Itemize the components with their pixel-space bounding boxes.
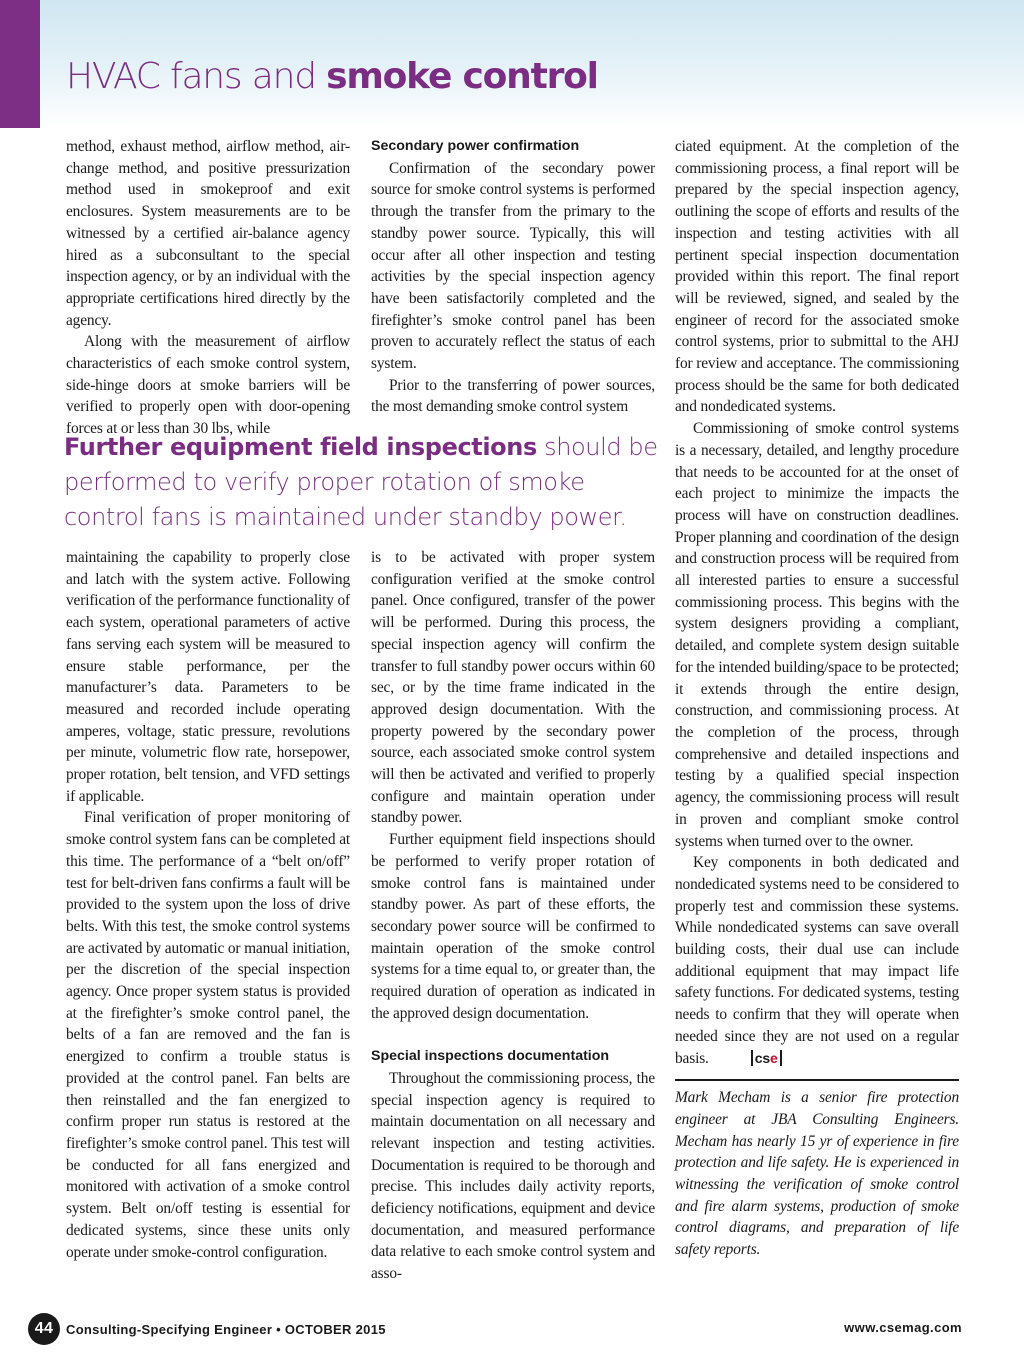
column-2-bottom bbox=[371, 547, 655, 1285]
paragraph: Prior to the transferring of power sources, the most demanding smoke control system bbox=[371, 376, 655, 416]
pull-quote-bold: Further equipment field inspections bbox=[64, 433, 537, 461]
cse-end-mark-icon: cse bbox=[751, 1050, 782, 1066]
column-1-bottom bbox=[66, 547, 350, 1263]
paragraph: ciated equipment. At the completion of the commissioning process, a final report will be prepared by the special inspection agency, outlining the scope of efforts and results of the inspection and testing activities with all pertinent special inspection documentation provided within this report. The final report will be reviewed, signed, and sealed by the engineer of record for the associated smoke control systems, prior to submittal to the AHJ for review and acceptance. The commissioning process should be the same for both dedicated and nondedicated systems. bbox=[675, 138, 959, 416]
paragraph: Final verification of proper monitoring of smoke control system fans can be completed at this time. The performance of a “belt on/off” test for belt-driven fans confirms a fault will be provided to the system upon the loss of drive belts. With this test, the smoke control systems are activated by automatic or manual initiation, per the discretion of the special inspection agency. Once proper system status is provided at the firefighter’s smoke control panel, the belts of a fan are removed and the fan is energized to confirm a trouble status is provided at the control panel. Fan belts are then reinstalled and the fan energized to confirm proper run status is restored at the firefighter’s smoke control panel. This test will be conducted for all fans energized and monitored with activation of a smoke control system. Belt on/off testing is essential for dedicated systems, since these units only operate under smoke-control configuration. bbox=[66, 809, 350, 1261]
paragraph: maintaining the capability to properly close and latch with the system active. Following verification of the performance functionality of each system, operational parameters of active fans serving each system will be measured to ensure stable performance, per the manufacturer’s data. Parameters to be measured and recorded include operating amperes, voltage, static pressure, revolutions per minute, volumetric flow rate, horsepower, proper rotation, belt tension, and VFD settings if applicable. bbox=[66, 549, 350, 805]
author-bio: Mark Mecham is a senior fire protection engineer at JBA Consulting Engineers. Mecham has nearly 15 yr of experience in fire protection and life safety. He is experienced in witnessing the verification of smoke control and fire alarm systems, production of smoke control diagrams, and preparation of life safety reports. bbox=[675, 1089, 959, 1259]
paragraph: Along with the measurement of airflow characteristics of each smoke control system, side-hinge doors at smoke barriers will be verified to properly open with door-opening forces at or less than 30 lbs, while bbox=[66, 333, 350, 438]
column-2-top bbox=[371, 136, 655, 418]
publication-name: Consulting-Specifying Engineer • OCTOBER 2015 bbox=[66, 1321, 386, 1337]
subheading-secondary-power: Secondary power confirmation bbox=[371, 138, 580, 154]
paragraph bbox=[675, 852, 959, 1069]
paragraph: method, exhaust method, airflow method, air-change method, and positive pressurization method used in smokeproof and exit enclosures. System measurements are to be witnessed by a certified air-balance agency hired as a subconsultant to the special inspection agency, or by an individual with the appropriate certifications hired directly by the agency. bbox=[66, 138, 350, 329]
subheading-special-inspections: Special inspections documentation bbox=[371, 1048, 610, 1065]
paragraph: Commissioning of smoke control systems is a necessary, detailed, and lengthy procedure that needs to be accounted for at the onset of each project to minimize the impacts the process will have on construction deadlines. Proper planning and coordination of the design and construction process will be required from all interested parties to ensure a successful commissioning process. This begins with the system designers providing a compliant, detailed, and complete system design suitable for the intended building/space to be protected; it extends through the entire design, construction, and commissioning process. At the completion of the process, through comprehensive and detailed inspections and testing by a qualified special inspection agency, the commissioning process will result in proven and compliant smoke control systems when turned over to the owner. bbox=[675, 420, 959, 850]
paragraph-text: Key components in both dedicated and nondedicated systems need to be considered to properly test and commission these systems. While nondedicated systems can save overall building costs, their dual use can include additional equipment that may impact life safety functions. For dedicated systems, testing needs to confirm that they will operate when needed since they are not used on a regular basis. bbox=[675, 854, 959, 1067]
section-color-bar bbox=[0, 0, 40, 128]
section-title-light: HVAC fans and bbox=[66, 56, 327, 97]
pull-quote bbox=[64, 430, 664, 535]
pull-quote-rest: should be performed to verify proper rotation of smoke control fans is maintained under standby power. bbox=[64, 433, 658, 531]
section-title-bold: smoke control bbox=[326, 56, 598, 97]
paragraph: Throughout the commissioning process, the special inspection agency is required to maintain documentation on all necessary and relevant inspection and testing activities. Documentation is required to be thorough and precise. This includes daily activity reports, deficiency notifications, equipment and device documentation, and measured performance data relative to each smoke control system and asso- bbox=[371, 1069, 655, 1283]
website-link[interactable]: www.csemag.com bbox=[844, 1320, 962, 1335]
column-3 bbox=[675, 136, 959, 1261]
footer-left bbox=[28, 1313, 386, 1345]
bio-divider bbox=[675, 1079, 959, 1081]
paragraph: Confirmation of the secondary power source for smoke control systems is performed through the transfer from the primary to the standby power source. Typically, this will occur after all other inspection and testing activities by the special inspection agency have been satisfactorily completed and the firefighter’s smoke control panel has been proven to accurately reflect the status of each system. bbox=[371, 159, 655, 373]
paragraph: Further equipment field inspections should be performed to verify proper rotation of smoke control fans is maintained under standby power. As part of these efforts, the secondary power source will be confirmed to maintain operation of the smoke control systems for a time equal to, or greater than, the required duration of operation as indicated in the approved design documentation. bbox=[371, 831, 655, 1022]
page-number: 44 bbox=[28, 1313, 60, 1345]
column-1-top bbox=[66, 136, 350, 440]
paragraph: is to be activated with proper system configuration verified at the smoke control panel. Once configured, transfer of the power will be performed. During this process, the special inspection agency will confirm the transfer to full standby power occurs within 60 sec, or by the time frame indicated in the approved design documentation. With the property powered by the secondary power source, each associated smoke control system will then be activated and verified to properly configure and maintain operation under standby power. bbox=[371, 549, 655, 827]
section-title bbox=[66, 56, 598, 97]
